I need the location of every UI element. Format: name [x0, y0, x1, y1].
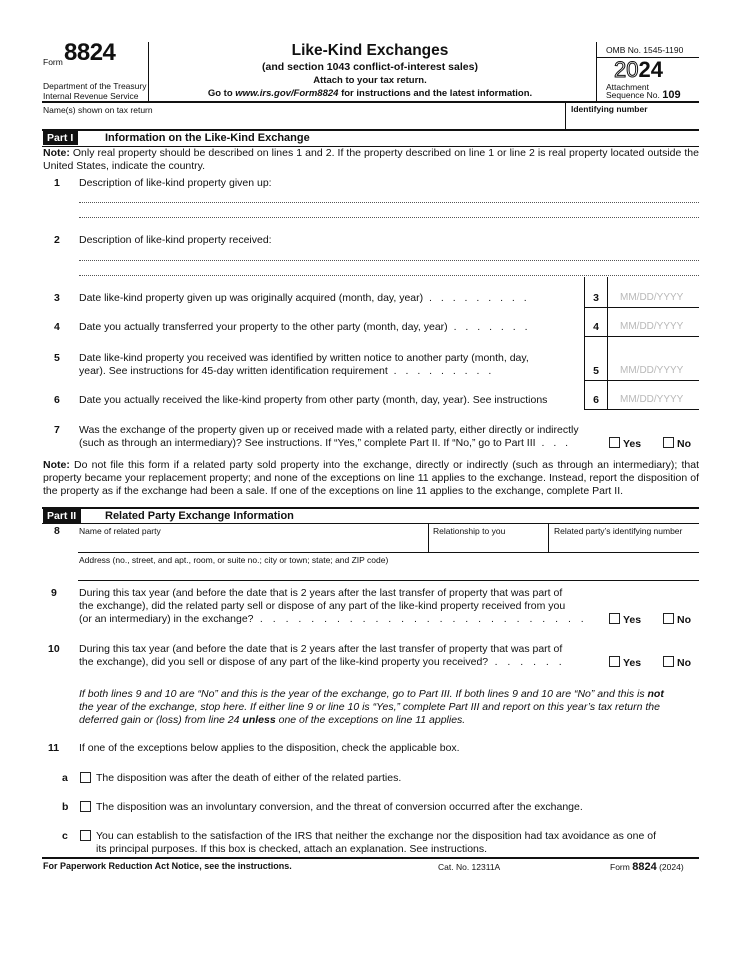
goto-instructions — [150, 88, 590, 100]
footer-form-number: 8824 — [632, 861, 657, 873]
line2-field[interactable] — [79, 260, 699, 261]
line10-no[interactable]: No — [663, 656, 691, 669]
part1-note2 — [43, 459, 699, 498]
line6-number: 6 — [54, 394, 60, 406]
line6-date-input[interactable]: MM/DD/YYYY — [620, 394, 684, 405]
part1-note — [43, 147, 699, 173]
line11c-letter: c — [62, 830, 68, 842]
identifying-number-label: Identifying number — [571, 104, 648, 114]
address-input[interactable] — [80, 566, 695, 578]
goto-suffix: for instructions and the latest information. — [341, 88, 533, 99]
line5-label-2: year). See instructions for 45-day written identification requirement . . . . . . . . . — [79, 365, 495, 377]
line9-label-2: the exchange), did the related party sell or dispose of any part of the like-kind property received from you — [79, 600, 566, 612]
line9-yes-checkbox[interactable] — [609, 613, 620, 624]
line9-no-checkbox[interactable] — [663, 613, 674, 624]
goto-prefix: Go to — [207, 88, 233, 99]
line7-label-2: (such as through an intermediary)? See instructions. If “Yes,” complete Part II. If “No,” go to Part III . . . — [79, 437, 572, 449]
line7-number: 7 — [54, 424, 60, 436]
catalog-number: Cat. No. 12311A — [438, 862, 501, 872]
line7-yes[interactable]: Yes — [609, 437, 641, 450]
form-title: Like-Kind Exchanges — [291, 42, 449, 59]
sequence-value: 109 — [662, 89, 681, 101]
line10-no-checkbox[interactable] — [663, 656, 674, 667]
line2-label: Description of like-kind property received: — [79, 234, 272, 246]
line1-number: 1 — [54, 177, 60, 189]
identifying-number-input[interactable] — [570, 116, 696, 128]
line5-number: 5 — [54, 352, 60, 364]
note-text: Only real property should be described on lines 1 and 2. If the property described on line 1 or line 2 is real property located outside the United States, indicate the country. — [43, 147, 699, 172]
line4-date-input[interactable]: MM/DD/YYYY — [620, 321, 684, 332]
part1-label: Part I — [43, 131, 78, 145]
sequence-label: Sequence No. — [606, 90, 660, 100]
footer-form-id — [610, 861, 684, 873]
irs-label: Internal Revenue Service — [43, 91, 139, 101]
tax-year-outline: 20 — [614, 57, 639, 82]
line11-label: If one of the exceptions below applies to the disposition, check the applicable box. — [79, 742, 460, 754]
irs-url-link[interactable]: www.irs.gov/Form8824 — [235, 88, 339, 99]
line1-label: Description of like-kind property given up: — [79, 177, 272, 189]
tax-year-solid: 24 — [638, 57, 663, 82]
line9-no[interactable]: No — [663, 613, 691, 626]
names-input[interactable] — [46, 116, 566, 128]
address-label: Address (no., street, and apt., room, or suite no.; city or town; state; and ZIP code) — [79, 555, 389, 565]
note2-bold: Note: — [43, 459, 70, 471]
instruction-line-2: the year of the exchange, stop here. If either line 9 or line 10 is “Yes,” complete Part III and report on this year’s tax return the — [79, 701, 660, 713]
tax-year — [614, 58, 663, 82]
footer-year: (2024) — [659, 862, 684, 872]
line9-number: 9 — [51, 587, 57, 599]
line7-no[interactable]: No — [663, 437, 691, 450]
note2-text: Do not file this form if a related party sold property into the exchange, directly or indirectly (such as through an intermediary); that property became your replacement property; and none of the exceptions on line 11 applies to the exchange. Instead, report the disposition of the property as if the exchange had been a sale. If one of the exceptions on line 11 applies to the exchange, complete Part II. — [43, 459, 699, 497]
line3-number: 3 — [54, 292, 60, 304]
related-party-id-label: Related party’s identifying number — [554, 526, 683, 536]
line5-box-number: 5 — [593, 365, 599, 377]
form-number: 8824 — [64, 39, 116, 66]
names-label: Name(s) shown on tax return — [43, 105, 153, 115]
part2-label: Part II — [43, 509, 81, 523]
line5-label-1: Date like-kind property you received was identified by written notice to another party (month, day, — [79, 352, 529, 364]
line9-label-1: During this tax year (and before the date that is 2 years after the last transfer of property that was part of — [79, 587, 563, 599]
related-party-name-label: Name of related party — [79, 526, 161, 536]
line11b-letter: b — [62, 801, 69, 813]
dept-treasury: Department of the Treasury — [43, 81, 147, 91]
line11b-label: The disposition was an involuntary conversion, and the threat of conversion occurred after the exchange. — [96, 801, 583, 813]
line11b-checkbox[interactable] — [80, 801, 91, 814]
line10-yes[interactable]: Yes — [609, 656, 641, 669]
related-party-id-input[interactable] — [553, 538, 697, 550]
line10-number: 10 — [48, 643, 60, 655]
line5-date-input[interactable]: MM/DD/YYYY — [620, 365, 684, 376]
line11a-checkbox[interactable] — [80, 772, 91, 785]
line3-label: Date like-kind property given up was originally acquired (month, day, year) . . . . . . . . . — [79, 292, 530, 304]
sequence-number — [606, 90, 681, 100]
related-party-name-input[interactable] — [80, 538, 425, 550]
part2-title: Related Party Exchange Information — [105, 510, 294, 522]
form-word: Form — [43, 57, 63, 67]
line8-number: 8 — [54, 525, 60, 537]
instruction-line-1: If both lines 9 and 10 are “No” and this is the year of the exchange, go to Part III. If both lines 9 and 10 are “No” and this is not — [79, 688, 664, 700]
line3-date-input[interactable]: MM/DD/YYYY — [620, 292, 684, 303]
line9-label-3: (or an intermediary) in the exchange? . . . . . . . . . . . . . . . . . . . . . . . . . . — [79, 613, 588, 625]
line7-no-checkbox[interactable] — [663, 437, 674, 448]
line2-number: 2 — [54, 234, 60, 246]
line1-field[interactable] — [79, 202, 699, 203]
line10-label-1: During this tax year (and before the date that is 2 years after the last transfer of property that was part of — [79, 643, 563, 655]
note-bold: Note: — [43, 147, 70, 159]
line4-box-number: 4 — [593, 321, 599, 333]
line11c-checkbox[interactable] — [80, 830, 91, 843]
form-subtitle: (and section 1043 conflict-of-interest sales) — [262, 61, 478, 73]
line4-label: Date you actually transferred your property to the other party (month, day, year) . . . . . . . — [79, 321, 531, 333]
line11-number: 11 — [48, 742, 60, 754]
line11c-label-1: You can establish to the satisfaction of the IRS that neither the exchange nor the disposition had tax avoidance as one of — [96, 830, 656, 842]
line11c-label-2: its principal purposes. If this box is checked, attach an explanation. See instructions. — [96, 843, 488, 855]
line7-label-1: Was the exchange of the property given up or received made with a related party, either directly or indirectly — [79, 424, 579, 436]
attach-note: Attach to your tax return. — [313, 75, 427, 86]
line6-label: Date you actually received the like-kind property from other party (month, day, year). See instructions — [79, 394, 548, 406]
line6-box-number: 6 — [593, 394, 599, 406]
attachment-label: Attachment — [606, 82, 649, 92]
line9-yes[interactable]: Yes — [609, 613, 641, 626]
instruction-line-3: deferred gain or (loss) from line 24 unless one of the exceptions on line 11 applies. — [79, 714, 466, 726]
line11a-label: The disposition was after the death of either of the related parties. — [96, 772, 402, 784]
relationship-input[interactable] — [432, 538, 544, 550]
line11a-letter: a — [62, 772, 68, 784]
line3-box-number: 3 — [593, 292, 599, 304]
footer-form-word: Form — [610, 862, 630, 872]
line10-label-2: the exchange), did you sell or dispose of any part of the like-kind property you received? . . . . . . — [79, 656, 566, 668]
line7-yes-checkbox[interactable] — [609, 437, 620, 448]
relationship-label: Relationship to you — [433, 526, 506, 536]
line2-field2[interactable] — [79, 275, 699, 276]
part1-title: Information on the Like-Kind Exchange — [105, 132, 310, 144]
omb-number: OMB No. 1545-1190 — [606, 45, 684, 55]
paperwork-notice: For Paperwork Reduction Act Notice, see the instructions. — [43, 861, 292, 871]
line4-number: 4 — [54, 321, 60, 333]
line1-field2[interactable] — [79, 217, 699, 218]
line10-yes-checkbox[interactable] — [609, 656, 620, 667]
